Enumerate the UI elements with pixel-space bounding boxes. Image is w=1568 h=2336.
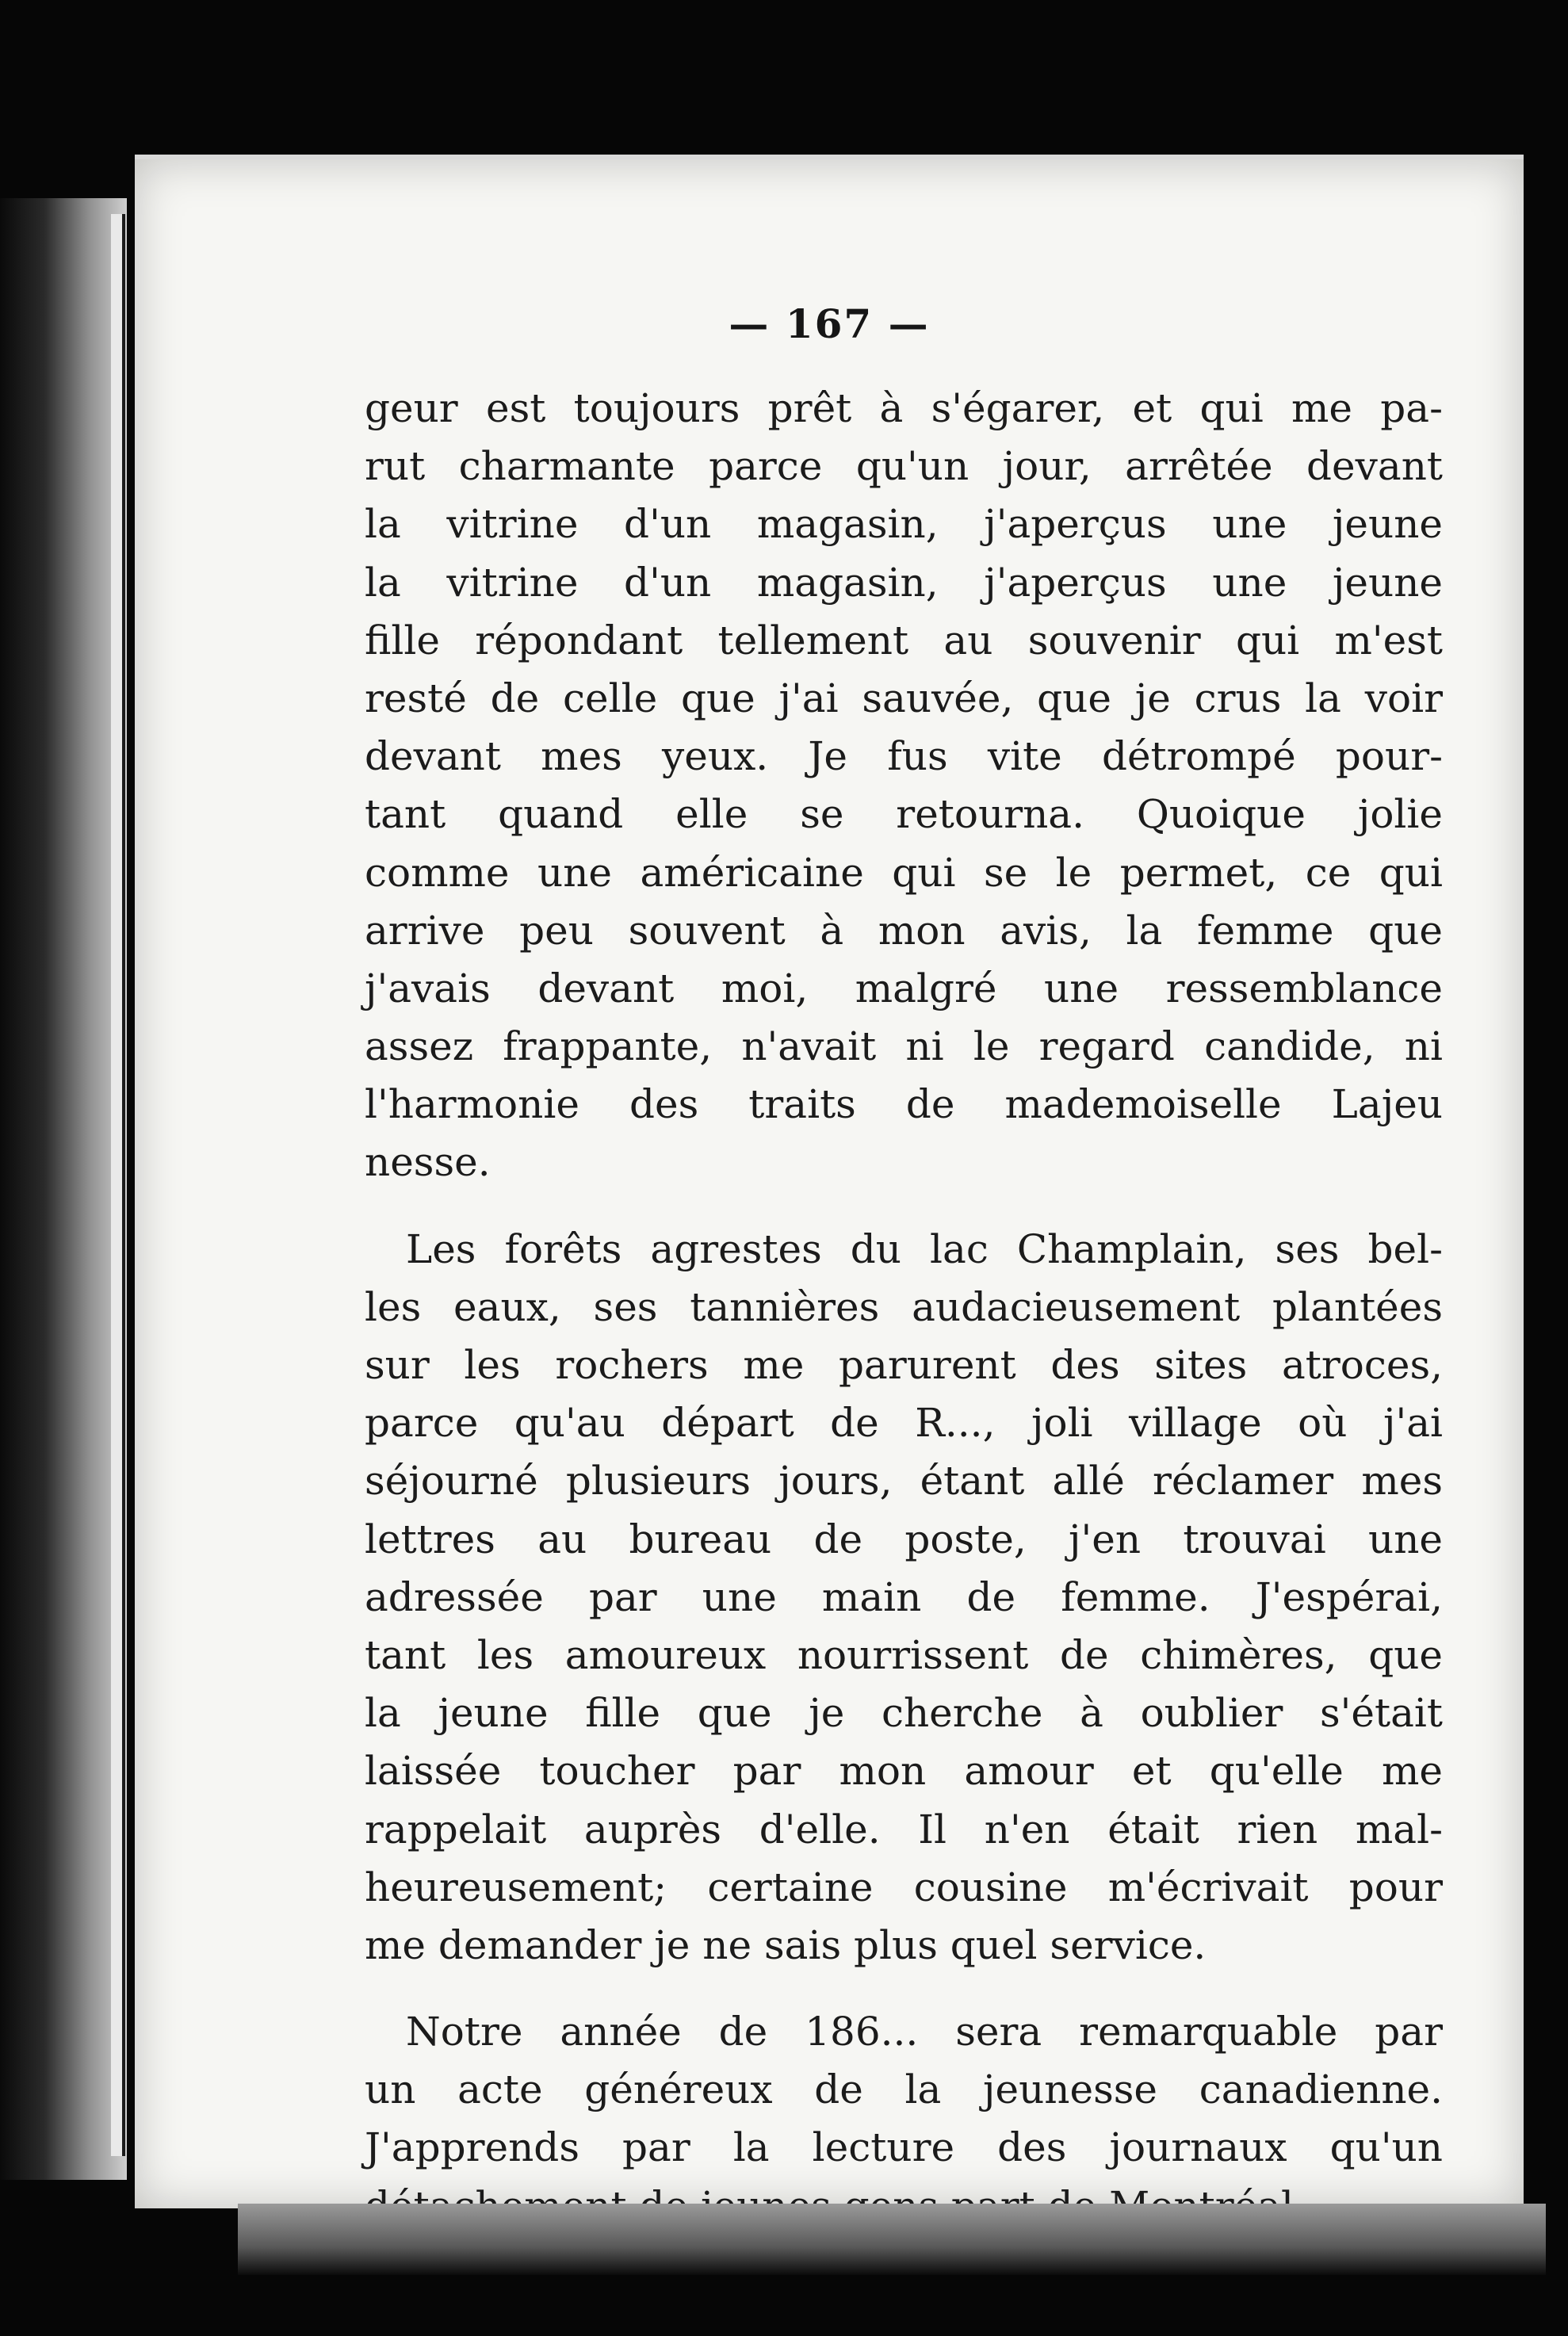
text-line: arrive peu souvent à mon avis, la femme que [365,907,1443,954]
body-text [365,380,1443,2235]
text-line: Notre année de 186... sera remarquable par [406,2009,1443,2055]
text-line: la vitrine d'un magasin, j'aperçus une jeune [365,559,1443,606]
text-line: comme une américaine qui se le permet, ce qui [365,849,1443,896]
paragraph [365,380,1443,1192]
text-line: adressée par une main de femme. J'espérai, [365,1573,1443,1620]
page-number: — 167 — [729,300,930,347]
text-line: nesse. [365,1139,491,1186]
text-line: tant les amoureux nourrissent de chimères, que [365,1631,1443,1678]
paragraph-gap [365,1192,1443,1221]
text-line: Les forêts agrestes du lac Champlain, ses bel- [406,1225,1443,1272]
text-line: geur est toujours prêt à s'égarer, et qui me pa- [365,385,1443,431]
text-line: devant mes yeux. Je fus vite détrompé pour- [365,733,1443,780]
text-line: assez frappante, n'avait ni le regard candide, ni [365,1023,1443,1070]
page-bottom-edge [238,2204,1546,2275]
text-line: laissée toucher par mon amour et qu'elle me [365,1748,1443,1795]
text-line: rappelait auprès d'elle. Il n'en était rien mal- [365,1806,1443,1852]
text-line: un acte généreux de la jeunesse canadienne. [365,2066,1443,2113]
text-line: me demander je ne sais plus quel service. [365,1921,1207,1968]
paragraph [365,2003,1443,2235]
text-line: resté de celle que j'ai sauvée, que je crus la voir [365,675,1443,721]
text-line: les eaux, ses tannières audacieusement plantées [365,1283,1443,1330]
text-line: séjourné plusieurs jours, étant allé réclamer mes [365,1458,1443,1504]
text-line: sur les rochers me parurent des sites atroces, [365,1342,1443,1388]
text-line: la vitrine d'un magasin, j'aperçus une jeune [365,501,1443,548]
book-page [135,155,1524,2208]
text-line: parce qu'au départ de R..., joli village où j'ai [365,1400,1443,1447]
text-line: la jeune fille que je cherche à oublier s'était [365,1690,1443,1737]
text-line: lettres au bureau de poste, j'en trouvai une [365,1516,1443,1562]
text-line: fille répondant tellement au souvenir qui m'est [365,617,1443,663]
text-line: j'avais devant moi, malgré une ressemblance [365,965,1443,1011]
paragraph [365,1221,1443,1975]
text-line: l'harmonie des traits de mademoiselle Lajeu [365,1081,1443,1128]
paragraph-gap [365,1975,1443,2003]
text-line: rut charmante parce qu'un jour, arrêtée devant [365,443,1443,490]
text-line: heureusement; certaine cousine m'écrivait pour [365,1864,1443,1910]
left-page-shadow [0,198,127,2180]
text-line: tant quand elle se retourna. Quoique jolie [365,791,1443,838]
text-line: J'apprends par la lecture des journaux qu'un [365,2124,1443,2171]
left-page-edge [111,214,125,2156]
